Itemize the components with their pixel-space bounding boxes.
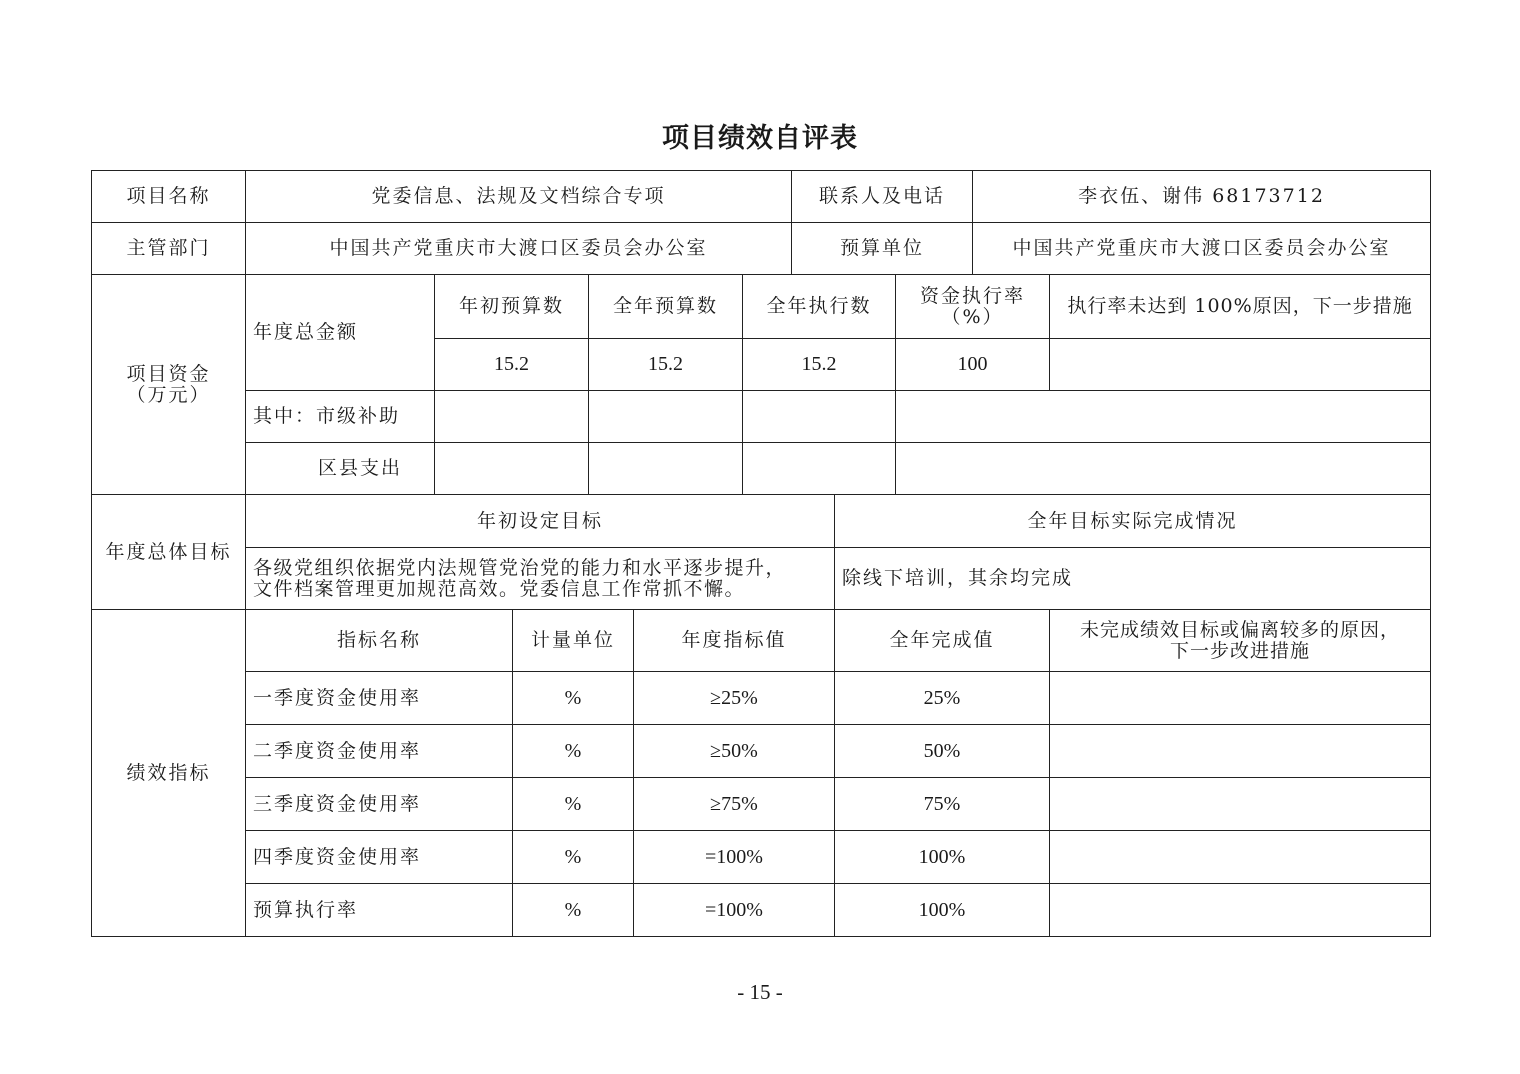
indicator-unit: % — [513, 831, 634, 884]
district-expense-rest — [896, 443, 1431, 495]
indicator-actual: 75% — [835, 778, 1050, 831]
district-expense-row — [92, 443, 1431, 495]
col-target: 年度指标值 — [634, 610, 835, 672]
district-expense-annual — [589, 443, 743, 495]
indicators-section-label: 绩效指标 — [92, 610, 246, 937]
district-expense-execution — [743, 443, 896, 495]
indicator-target: =100% — [634, 884, 835, 937]
indicator-actual: 50% — [835, 725, 1050, 778]
budget-unit-label: 预算单位 — [792, 223, 973, 275]
annual-total-label: 年度总金额 — [246, 275, 435, 391]
performance-indicators-table — [91, 609, 1431, 937]
contact-value: 李衣伍、谢伟 68173712 — [973, 171, 1431, 223]
actual-completion-text: 除线下培训，其余均完成 — [835, 548, 1431, 610]
col-reason: 执行率未达到 100%原因，下一步措施 — [1050, 275, 1431, 339]
indicator-unit: % — [513, 778, 634, 831]
funds-section-label — [92, 275, 246, 495]
table-row — [92, 672, 1431, 725]
city-subsidy-execution — [743, 391, 896, 443]
col-exec-rate — [896, 275, 1050, 339]
table-row — [92, 725, 1431, 778]
col-annual-execution: 全年执行数 — [743, 275, 896, 339]
annual-budget-value: 15.2 — [589, 339, 743, 391]
deviation-reason-line2: 下一步改进措施 — [1169, 639, 1310, 662]
exec-rate-line1: 资金执行率 — [920, 284, 1026, 307]
col-deviation-reason — [1050, 610, 1431, 672]
page-title: 项目绩效自评表 — [662, 123, 858, 154]
project-name-value: 党委信息、法规及文档综合专项 — [246, 171, 792, 223]
indicator-actual: 25% — [835, 672, 1050, 725]
indicator-reason — [1050, 725, 1431, 778]
district-expense-initial — [435, 443, 589, 495]
contact-label: 联系人及电话 — [792, 171, 973, 223]
project-name-label: 项目名称 — [92, 171, 246, 223]
exec-rate-value: 100 — [896, 339, 1050, 391]
annual-goals-table — [91, 494, 1431, 610]
col-annual-budget: 全年预算数 — [589, 275, 743, 339]
indicator-actual: 100% — [835, 831, 1050, 884]
actual-completion-header: 全年目标实际完成情况 — [835, 495, 1431, 548]
annual-execution-value: 15.2 — [743, 339, 896, 391]
city-subsidy-label: 其中：市级补助 — [246, 391, 435, 443]
initial-budget-value: 15.2 — [435, 339, 589, 391]
indicator-actual: 100% — [835, 884, 1050, 937]
table-row — [92, 831, 1431, 884]
indicator-name: 三季度资金使用率 — [246, 778, 513, 831]
indicator-reason — [1050, 778, 1431, 831]
indicator-unit: % — [513, 672, 634, 725]
indicator-reason — [1050, 831, 1431, 884]
col-unit: 计量单位 — [513, 610, 634, 672]
initial-goal-line1: 各级党组织依据党内法规管党治党的能力和水平逐步提升， — [253, 556, 787, 579]
indicators-header-row — [92, 610, 1431, 672]
page-number: - 15 - — [737, 980, 783, 1004]
project-funds-table — [91, 170, 1431, 495]
initial-goal-line2: 文件档案管理更加规范高效。党委信息工作常抓不懈。 — [253, 577, 746, 600]
funds-label-line1: 项目资金 — [126, 362, 211, 385]
indicator-name: 一季度资金使用率 — [246, 672, 513, 725]
initial-goal-text — [246, 548, 835, 610]
indicator-target: ≥75% — [634, 778, 835, 831]
indicator-unit: % — [513, 884, 634, 937]
col-actual: 全年完成值 — [835, 610, 1050, 672]
city-subsidy-initial — [435, 391, 589, 443]
table-row — [92, 778, 1431, 831]
col-initial-budget: 年初预算数 — [435, 275, 589, 339]
city-subsidy-rest — [896, 391, 1431, 443]
goals-section-label: 年度总体目标 — [92, 495, 246, 610]
deviation-reason-line1: 未完成绩效目标或偏离较多的原因， — [1079, 618, 1400, 641]
indicator-target: ≥25% — [634, 672, 835, 725]
dept-label: 主管部门 — [92, 223, 246, 275]
goals-content-row — [92, 548, 1431, 610]
indicator-name: 四季度资金使用率 — [246, 831, 513, 884]
city-subsidy-row — [92, 391, 1431, 443]
city-subsidy-annual — [589, 391, 743, 443]
project-name-row — [92, 171, 1431, 223]
indicator-name: 预算执行率 — [246, 884, 513, 937]
indicator-reason — [1050, 672, 1431, 725]
district-expense-label: 区县支出 — [246, 443, 435, 495]
budget-unit-value: 中国共产党重庆市大渡口区委员会办公室 — [973, 223, 1431, 275]
dept-value: 中国共产党重庆市大渡口区委员会办公室 — [246, 223, 792, 275]
reason-value — [1050, 339, 1431, 391]
table-row — [92, 884, 1431, 937]
indicator-name: 二季度资金使用率 — [246, 725, 513, 778]
col-indicator-name: 指标名称 — [246, 610, 513, 672]
exec-rate-line2: （%） — [941, 305, 1004, 328]
department-row — [92, 223, 1431, 275]
indicator-target: ≥50% — [634, 725, 835, 778]
goals-header-row — [92, 495, 1431, 548]
initial-goal-header: 年初设定目标 — [246, 495, 835, 548]
indicator-target: =100% — [634, 831, 835, 884]
funds-label-line2: （万元） — [126, 383, 211, 406]
indicator-reason — [1050, 884, 1431, 937]
funds-header-row — [92, 275, 1431, 339]
indicator-unit: % — [513, 725, 634, 778]
